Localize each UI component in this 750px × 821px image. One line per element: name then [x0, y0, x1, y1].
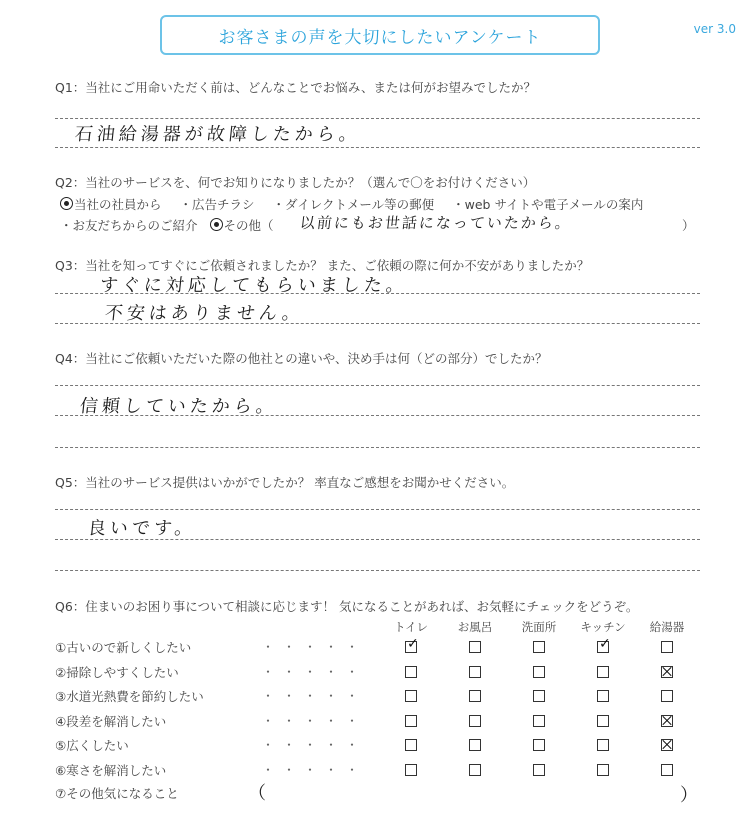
q6-question: Q6：住まいのお困り事について相談に応じます！ 気になることがあれば、お気軽にチェックをどうぞ。	[55, 599, 639, 614]
q6-checkbox-洗面所[interactable]	[533, 739, 545, 751]
q2-option-friend: ・お友だちからのご紹介	[60, 218, 198, 233]
q6-checkbox-お風呂[interactable]	[469, 666, 481, 678]
q2-options-row2	[60, 216, 274, 234]
q4-answer-line-1	[55, 385, 700, 386]
q2-close-paren: ）	[682, 218, 695, 233]
q6-checkbox-洗面所[interactable]	[533, 641, 545, 653]
q2-option-flyer: ・広告チラシ	[179, 197, 255, 212]
q3-answer-line-1	[55, 293, 700, 294]
q6-checkbox-キッチン[interactable]	[597, 641, 609, 653]
q6-row-label: ④段差を解消したい	[55, 713, 167, 729]
q5-answer-line-3	[55, 570, 700, 571]
q2-other-answer: 以前にもお世話になっていたから。	[299, 214, 573, 232]
q6-checkbox-洗面所[interactable]	[533, 666, 545, 678]
q6-checkbox-給湯器[interactable]	[661, 641, 673, 653]
q6-other-open-paren: （	[248, 783, 266, 804]
q6-checkbox-給湯器[interactable]	[661, 739, 673, 751]
q6-checkbox-洗面所[interactable]	[533, 715, 545, 727]
q6-checkbox-トイレ[interactable]	[405, 715, 417, 727]
q1-question: Q1：当社にご用命いただく前は、どんなことでお悩み、または何がお望みでしたか？	[55, 80, 537, 95]
q2-options-row1	[60, 195, 643, 213]
q4-answer-line-2	[55, 415, 700, 416]
q2-option-direct-mail: ・ダイレクトメール等の郵便	[272, 197, 435, 212]
q6-checkbox-お風呂[interactable]	[469, 641, 481, 653]
selected-circle-icon	[60, 197, 73, 210]
selected-circle-icon	[210, 218, 223, 231]
q3-question: Q3：当社を知ってすぐにご依頼されましたか？ また、ご依頼の際に何か不安がありましたか？	[55, 258, 590, 273]
q6-checkbox-お風呂[interactable]	[469, 715, 481, 727]
survey-title: お客さまの声を大切にしたいアンケート	[160, 15, 600, 55]
column-kitchen: キッチン	[580, 620, 626, 634]
q6-other-label: ⑦その他気になること	[55, 786, 179, 801]
q6-row-dots: ・・・・・	[262, 664, 368, 679]
q6-checkbox-お風呂[interactable]	[469, 739, 481, 751]
q3-answer-1: すぐに対応してもらいました。	[98, 275, 409, 296]
q6-checkbox-トイレ[interactable]	[405, 764, 417, 776]
q3-answer-2: 不安はありません。	[103, 303, 306, 324]
q1-answer-line-2	[55, 147, 700, 148]
q4-question: Q4：当社にご依頼いただいた際の他社との違いや、決め手は何（どの部分）でしたか？	[55, 351, 548, 366]
column-water-heater: 給湯器	[649, 620, 685, 634]
q6-checkbox-トイレ[interactable]	[405, 690, 417, 702]
q6-checkbox-キッチン[interactable]	[597, 715, 609, 727]
q6-checkbox-給湯器[interactable]	[661, 764, 673, 776]
column-washroom: 洗面所	[521, 620, 557, 634]
q5-answer: 良いです。	[86, 518, 198, 539]
q6-row-dots: ・・・・・	[262, 689, 368, 703]
q5-answer-line-1	[55, 509, 700, 510]
q6-row-dots: ・・・・・	[262, 738, 368, 752]
q6-row-label: ①古いので新しくしたい	[55, 640, 192, 655]
version-label: ver 3.0	[693, 22, 736, 36]
q4-answer-line-3	[55, 447, 700, 448]
q5-answer-line-2	[55, 539, 700, 540]
q4-answer: 信頼していたから。	[78, 396, 279, 417]
q6-checkbox-キッチン[interactable]	[597, 666, 609, 678]
q6-checkbox-キッチン[interactable]	[597, 739, 609, 751]
column-toilet: トイレ	[394, 620, 428, 634]
q6-row-dots: ・・・・・	[262, 713, 368, 728]
q6-checkbox-トイレ[interactable]	[405, 666, 417, 678]
q6-checkbox-給湯器[interactable]	[661, 715, 673, 727]
q6-row-label: ③水道光熱費を節約したい	[55, 689, 204, 704]
q6-row-label: ⑤広くしたい	[55, 738, 129, 753]
q2-option-other: その他（	[223, 218, 274, 233]
q2-question: Q2：当社のサービスを、何でお知りになりましたか？（選んで〇をお付けください）	[55, 175, 536, 190]
q6-checkbox-給湯器[interactable]	[661, 666, 673, 678]
q6-checkbox-洗面所[interactable]	[533, 764, 545, 776]
q5-question: Q5：当社のサービス提供はいかがでしたか？ 率直なご感想をお聞かせください。	[55, 475, 515, 490]
q6-checkbox-お風呂[interactable]	[469, 764, 481, 776]
q1-answer: 石油給湯器が故障したから。	[73, 124, 362, 145]
q1-answer-line-1	[55, 118, 700, 119]
q6-other-close-paren: ）	[680, 785, 698, 806]
q6-row-dots: ・・・・・	[262, 640, 368, 654]
q6-checkbox-お風呂[interactable]	[469, 690, 481, 702]
q2-option-web: ・web サイトや電子メールの案内	[452, 197, 644, 212]
q6-checkbox-トイレ[interactable]	[405, 739, 417, 751]
q3-answer-line-2	[55, 323, 700, 324]
q6-row-label: ②掃除しやすくしたい	[55, 664, 179, 680]
q6-checkbox-キッチン[interactable]	[597, 764, 609, 776]
q6-row-dots: ・・・・・	[262, 762, 368, 777]
column-bath: お風呂	[457, 620, 493, 634]
q6-checkbox-給湯器[interactable]	[661, 690, 673, 702]
q6-checkbox-トイレ[interactable]	[405, 641, 417, 653]
q2-option-staff: 当社の社員から	[74, 197, 162, 212]
q6-checkbox-キッチン[interactable]	[597, 690, 609, 702]
q6-checkbox-洗面所[interactable]	[533, 690, 545, 702]
q6-row-label: ⑥寒さを解消したい	[55, 762, 167, 778]
